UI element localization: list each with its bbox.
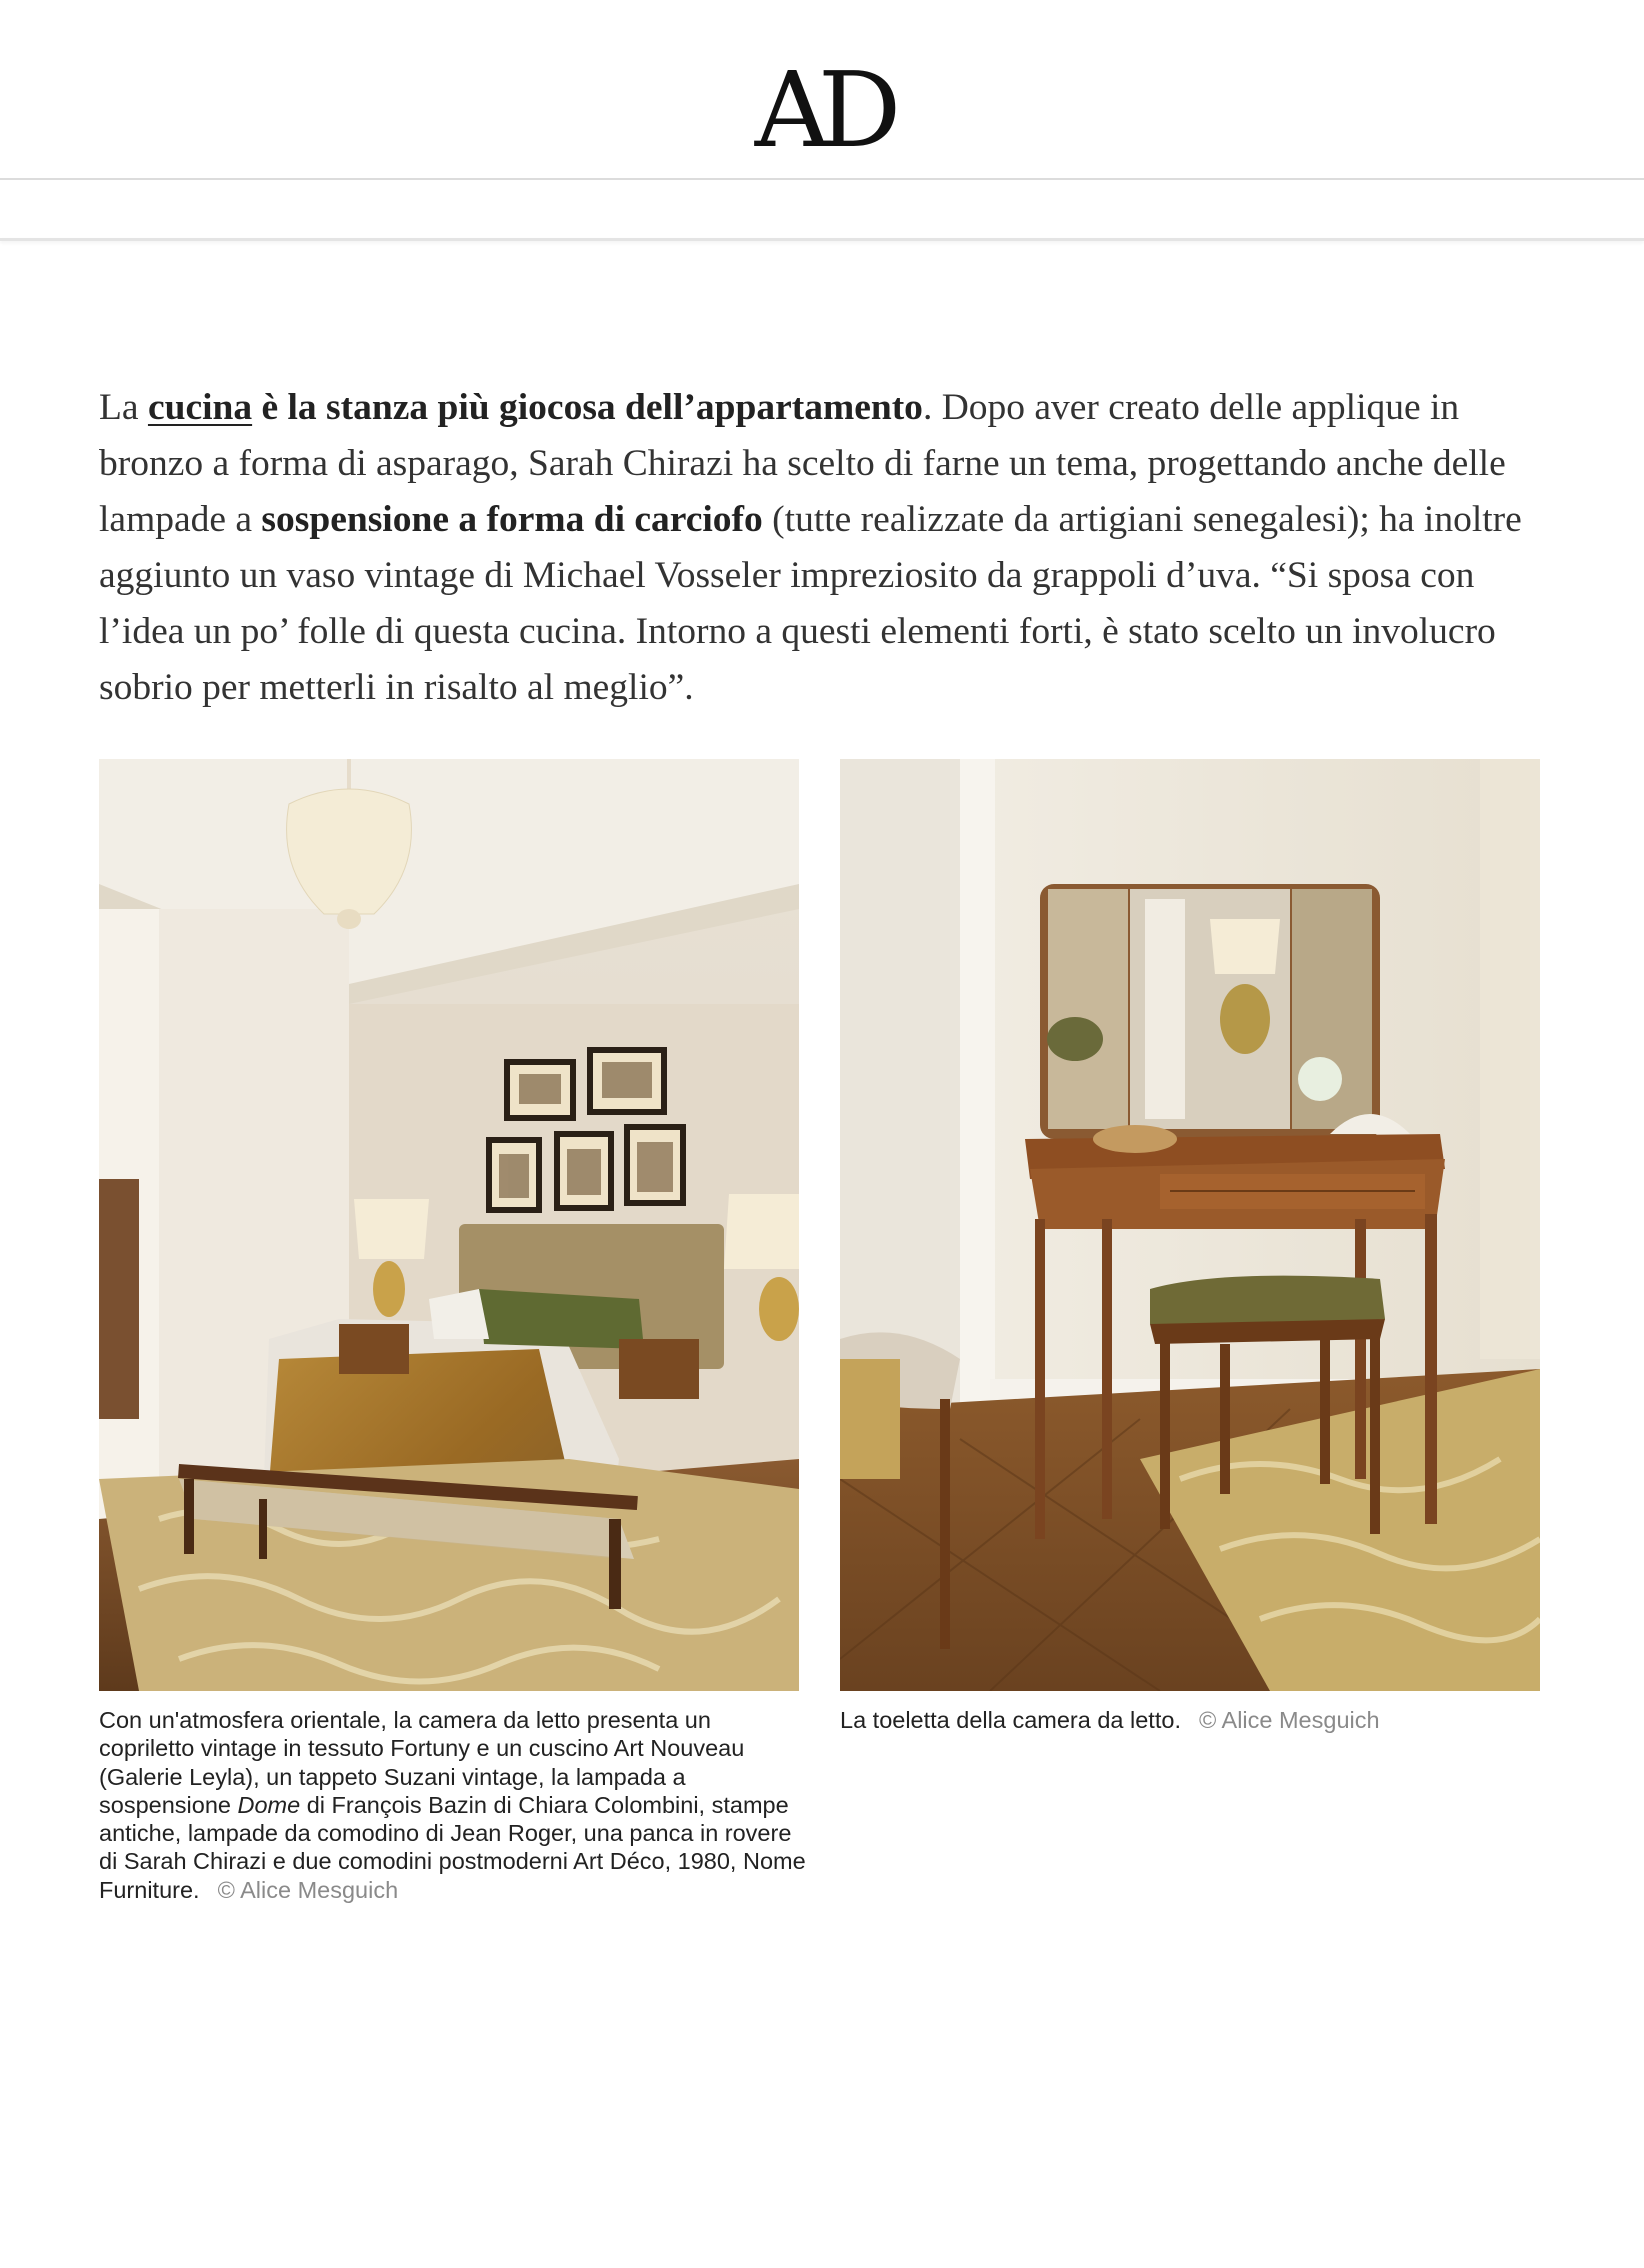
body-text: . Dopo aver creato delle applique in bronzo a forma di asparago, Sarah Chirazi ha scelto di farne un tema, progettando anche delle lampade a bbox=[99, 387, 1506, 540]
vanity-photo[interactable] bbox=[840, 759, 1540, 1691]
bold-text: sospensione a forma di carciofo bbox=[261, 499, 763, 540]
nav-bar bbox=[0, 180, 1644, 238]
body-text: (tutte realizzate da artigiani senegalesi); ha inoltre aggiunto un vaso vintage di Michael Vosseler impreziosito da grappoli d’uva. “Si sposa con l’idea un po’ folle di questa cucina. Intorno a questi elementi forti, è stato scelto un involucro sobrio per metterli in risalto al meglio”. bbox=[99, 499, 1522, 708]
photo-credit: © Alice Mesguich bbox=[1198, 1707, 1380, 1733]
italic-text: Dome bbox=[237, 1791, 301, 1818]
body-text: La bbox=[99, 387, 148, 428]
bedroom-illustration bbox=[99, 759, 799, 1691]
article-paragraph bbox=[99, 380, 1549, 716]
caption-text bbox=[840, 1707, 1181, 1733]
bedroom-photo[interactable] bbox=[99, 759, 799, 1691]
vanity-caption bbox=[840, 1706, 1560, 1734]
bold-text: è la stanza più giocosa dell’appartamento bbox=[252, 387, 923, 428]
photo-credit: © Alice Mesguich bbox=[217, 1876, 399, 1903]
body-text: La toeletta della camera da letto. bbox=[840, 1707, 1181, 1733]
caption-text bbox=[99, 1707, 806, 1903]
ad-logo[interactable]: AD bbox=[754, 49, 890, 171]
bedroom-caption bbox=[99, 1706, 809, 1904]
body-text: di François Bazin di Chiara Colombini, stampe antiche, lampade da comodino di Jean Roger, una panca in rovere di Sarah Chirazi e due comodini postmoderni Art Déco, 1980, Nome Furniture. bbox=[99, 1791, 806, 1903]
site-header bbox=[0, 0, 1644, 178]
cucina-link[interactable]: cucina bbox=[147, 387, 253, 428]
nav-divider bbox=[0, 238, 1644, 241]
vanity-illustration bbox=[840, 759, 1540, 1691]
body-text: Con un'atmosfera orientale, la camera da letto presenta un copriletto vintage in tessuto Fortuny e un cuscino Art Nouveau (Galerie Leyla), un tappeto Suzani vintage, la lampada a sospensione bbox=[99, 1707, 745, 1818]
